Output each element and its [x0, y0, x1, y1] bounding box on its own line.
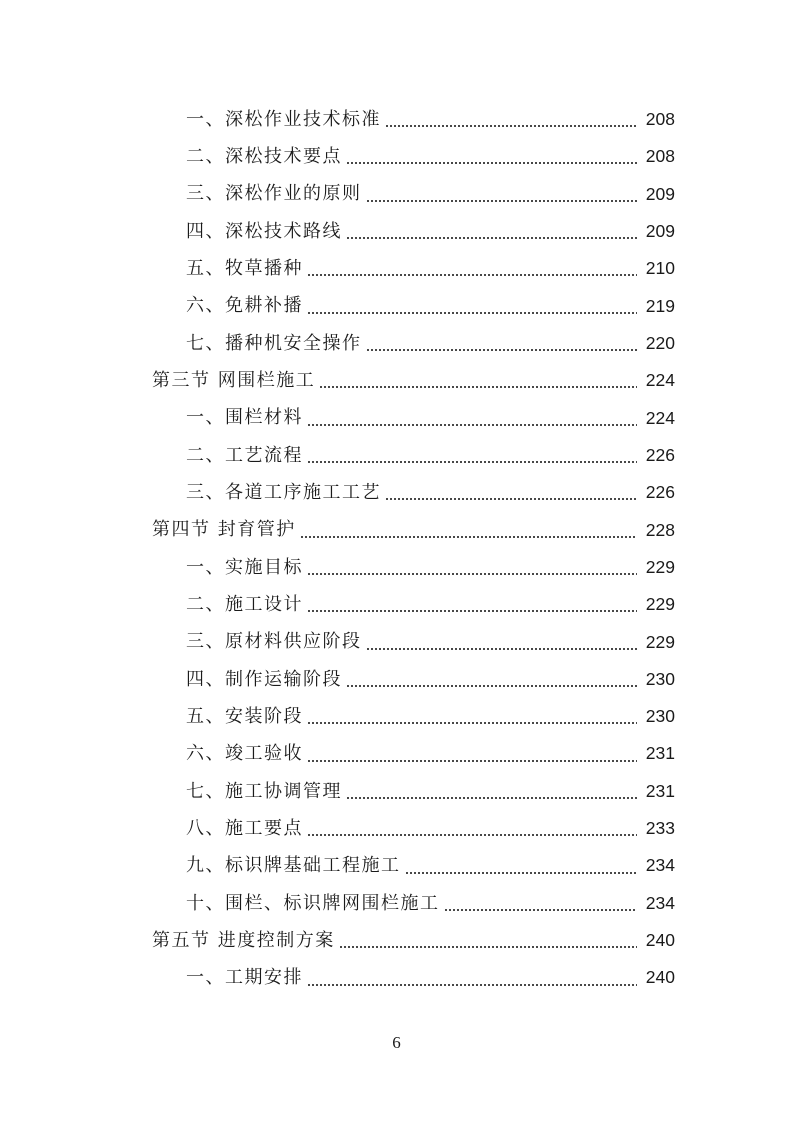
toc-entry-page-number: 234 [637, 895, 675, 913]
toc-item-entry[interactable] [0, 437, 793, 474]
toc-entry-page-number: 226 [637, 484, 675, 502]
toc-entry-page-number: 229 [637, 559, 675, 577]
toc-dot-leader [385, 125, 637, 127]
toc-entry-page-number: 208 [637, 111, 675, 129]
toc-entry-page-number: 210 [637, 260, 675, 278]
toc-entry-page-number: 209 [637, 223, 675, 241]
toc-entry-page-number: 229 [637, 596, 675, 614]
toc-item-entry[interactable] [0, 810, 793, 847]
toc-entry-page-number: 231 [637, 745, 675, 763]
toc-entry-title: 三、各道工序施工工艺 [186, 484, 385, 502]
toc-dot-leader [307, 984, 637, 986]
toc-entry-title: 十、围栏、标识牌网围栏施工 [186, 895, 444, 913]
toc-entry-page-number: 224 [637, 410, 675, 428]
toc-dot-leader [307, 424, 637, 426]
toc-entry-page-number: 219 [637, 298, 675, 316]
toc-item-entry[interactable] [0, 288, 793, 325]
toc-dot-leader [307, 760, 637, 762]
toc-item-entry[interactable] [0, 213, 793, 250]
toc-dot-leader [346, 685, 637, 687]
toc-dot-leader [319, 386, 637, 388]
toc-item-entry[interactable] [0, 138, 793, 175]
toc-section-entry[interactable] [0, 512, 793, 549]
toc-dot-leader [366, 648, 638, 650]
toc-entry-page-number: 220 [637, 335, 675, 353]
toc-dot-leader [307, 834, 637, 836]
toc-dot-leader [307, 312, 637, 314]
table-of-contents [0, 101, 793, 997]
toc-entry-title: 五、安装阶段 [186, 708, 307, 726]
toc-entry-page-number: 208 [637, 148, 675, 166]
toc-item-entry[interactable] [0, 848, 793, 885]
toc-entry-title: 五、牧草播种 [186, 260, 307, 278]
toc-entry-page-number: 240 [637, 932, 675, 950]
toc-entry-title: 二、工艺流程 [186, 447, 307, 465]
toc-entry-title: 第四节 封育管护 [152, 521, 300, 539]
toc-entry-page-number: 229 [637, 634, 675, 652]
toc-item-entry[interactable] [0, 101, 793, 138]
toc-entry-page-number: 230 [637, 671, 675, 689]
toc-item-entry[interactable] [0, 773, 793, 810]
toc-entry-page-number: 234 [637, 857, 675, 875]
toc-entry-page-number: 209 [637, 186, 675, 204]
toc-entry-title: 六、竣工验收 [186, 745, 307, 763]
toc-dot-leader [346, 797, 637, 799]
toc-entry-page-number: 233 [637, 820, 675, 838]
toc-dot-leader [385, 498, 637, 500]
toc-item-entry[interactable] [0, 960, 793, 997]
toc-entry-page-number: 224 [637, 372, 675, 390]
toc-dot-leader [346, 162, 637, 164]
toc-entry-title: 三、原材料供应阶段 [186, 633, 366, 651]
toc-dot-leader [307, 461, 637, 463]
toc-dot-leader [346, 237, 637, 239]
toc-entry-title: 第五节 进度控制方案 [152, 932, 339, 950]
toc-item-entry[interactable] [0, 586, 793, 623]
toc-entry-title: 一、深松作业技术标准 [186, 111, 385, 129]
toc-entry-title: 九、标识牌基础工程施工 [186, 857, 405, 875]
toc-dot-leader [307, 573, 637, 575]
toc-dot-leader [405, 872, 638, 874]
toc-entry-title: 二、施工设计 [186, 596, 307, 614]
toc-item-entry[interactable] [0, 661, 793, 698]
toc-dot-leader [366, 200, 638, 202]
toc-entry-title: 二、深松技术要点 [186, 148, 346, 166]
toc-entry-title: 八、施工要点 [186, 820, 307, 838]
toc-entry-title: 一、实施目标 [186, 559, 307, 577]
toc-entry-page-number: 231 [637, 783, 675, 801]
toc-item-entry[interactable] [0, 549, 793, 586]
toc-item-entry[interactable] [0, 698, 793, 735]
toc-section-entry[interactable] [0, 362, 793, 399]
toc-entry-title: 三、深松作业的原则 [186, 185, 366, 203]
toc-section-entry[interactable] [0, 922, 793, 959]
toc-item-entry[interactable] [0, 736, 793, 773]
toc-entry-page-number: 240 [637, 969, 675, 987]
toc-entry-title: 七、施工协调管理 [186, 783, 346, 801]
toc-item-entry[interactable] [0, 176, 793, 213]
toc-dot-leader [307, 610, 637, 612]
toc-item-entry[interactable] [0, 624, 793, 661]
toc-entry-title: 七、播种机安全操作 [186, 335, 366, 353]
toc-dot-leader [339, 946, 637, 948]
page-number: 6 [392, 1033, 401, 1052]
toc-dot-leader [366, 349, 638, 351]
toc-item-entry[interactable] [0, 325, 793, 362]
toc-entry-title: 六、免耕补播 [186, 297, 307, 315]
toc-item-entry[interactable] [0, 474, 793, 511]
toc-item-entry[interactable] [0, 250, 793, 287]
toc-item-entry[interactable] [0, 400, 793, 437]
toc-dot-leader [307, 722, 637, 724]
toc-entry-title: 一、围栏材料 [186, 409, 307, 427]
toc-item-entry[interactable] [0, 885, 793, 922]
toc-dot-leader [300, 536, 637, 538]
toc-entry-page-number: 228 [637, 522, 675, 540]
toc-entry-page-number: 230 [637, 708, 675, 726]
toc-dot-leader [307, 274, 637, 276]
toc-entry-title: 四、制作运输阶段 [186, 671, 346, 689]
toc-entry-title: 一、工期安排 [186, 969, 307, 987]
toc-entry-page-number: 226 [637, 447, 675, 465]
toc-entry-title: 第三节 网围栏施工 [152, 372, 319, 390]
toc-entry-title: 四、深松技术路线 [186, 223, 346, 241]
toc-dot-leader [444, 909, 638, 911]
